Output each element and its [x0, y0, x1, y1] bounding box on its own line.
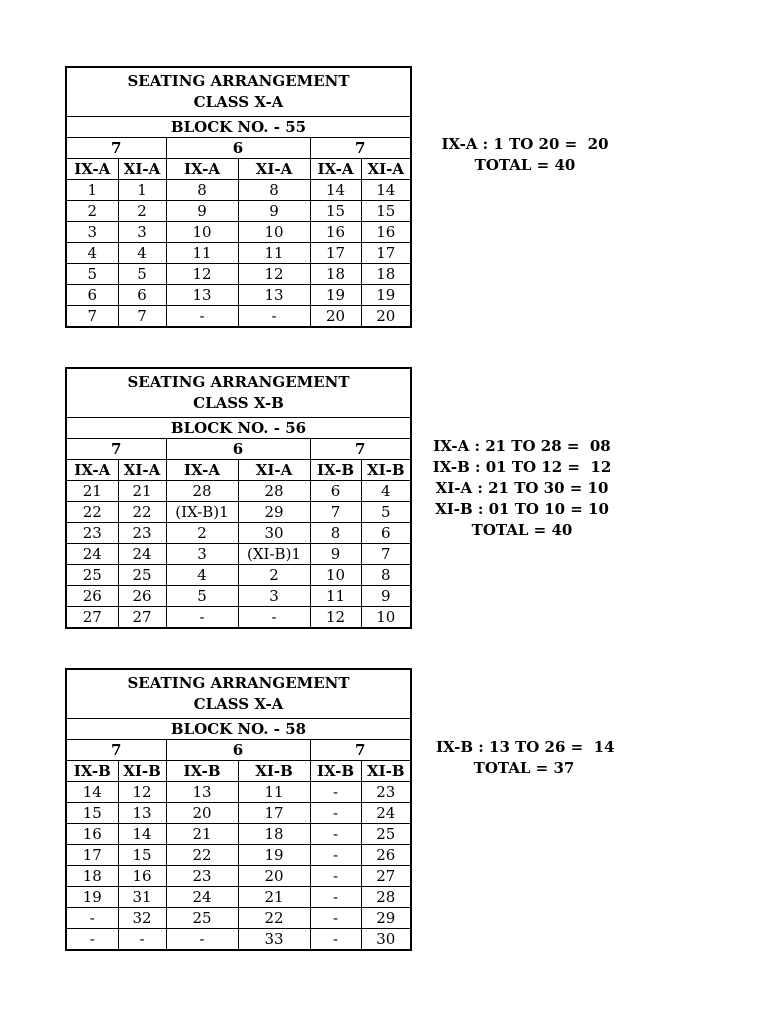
roll-number-cell: 20: [238, 866, 310, 887]
column-header: XI-B: [361, 761, 411, 782]
roll-number-cell: 29: [238, 502, 310, 523]
roll-number-cell: 33: [238, 929, 310, 951]
group-count: 6: [166, 138, 310, 159]
roll-number-cell: (XI-B)1: [238, 544, 310, 565]
roll-number-cell: 10: [238, 222, 310, 243]
summary-line: IX-A : 21 TO 28 = 08: [433, 437, 611, 455]
roll-number-cell: 16: [66, 824, 118, 845]
roll-number-cell: 14: [66, 782, 118, 803]
column-header: IX-B: [310, 761, 361, 782]
roll-number-cell: 24: [166, 887, 238, 908]
group-count: 7: [66, 138, 166, 159]
class-label: CLASS X-A: [193, 695, 284, 713]
roll-number-cell: -: [310, 782, 361, 803]
roll-number-cell: 7: [66, 306, 118, 328]
summary-line: XI-A : 21 TO 30 = 10: [435, 479, 609, 497]
summary-line: XI-B : 01 TO 10 = 10: [435, 500, 609, 518]
summary-line: IX-B : 01 TO 12 = 12: [432, 458, 612, 476]
roll-number-cell: 13: [118, 803, 166, 824]
roll-number-cell: 7: [361, 544, 411, 565]
roll-number-cell: -: [66, 929, 118, 951]
table-row: [66, 866, 411, 887]
column-header: XI-A: [238, 159, 310, 180]
roll-number-cell: 25: [118, 565, 166, 586]
table-row: [66, 803, 411, 824]
roll-number-cell: 2: [166, 523, 238, 544]
roll-number-cell: 11: [238, 243, 310, 264]
roll-number-cell: 6: [361, 523, 411, 544]
group-count-row: [66, 138, 411, 159]
roll-number-cell: -: [166, 306, 238, 328]
seating-table: [65, 367, 412, 629]
roll-number-cell: 7: [118, 306, 166, 328]
table-title-row: [66, 669, 411, 719]
roll-number-cell: 28: [361, 887, 411, 908]
roll-number-cell: 18: [310, 264, 361, 285]
roll-number-cell: 20: [310, 306, 361, 328]
roll-number-cell: -: [310, 908, 361, 929]
roll-number-cell: 8: [310, 523, 361, 544]
group-count: 6: [166, 740, 310, 761]
roll-number-cell: 12: [310, 607, 361, 629]
roll-number-cell: -: [166, 607, 238, 629]
roll-number-cell: 8: [361, 565, 411, 586]
title-heading: SEATING ARRANGEMENT: [127, 72, 350, 90]
group-count-row: [66, 439, 411, 460]
roll-number-cell: 20: [361, 306, 411, 328]
roll-number-cell: -: [310, 866, 361, 887]
table-title-row: [66, 67, 411, 117]
roll-number-cell: 12: [238, 264, 310, 285]
seating-table: [65, 668, 412, 951]
table-row: [66, 222, 411, 243]
roll-number-cell: 13: [166, 782, 238, 803]
roll-number-cell: 2: [238, 565, 310, 586]
table-row: [66, 824, 411, 845]
column-header: IX-A: [310, 159, 361, 180]
roll-number-cell: 26: [66, 586, 118, 607]
table-row: [66, 544, 411, 565]
table-title-row: [66, 368, 411, 418]
roll-number-cell: 21: [118, 481, 166, 502]
group-count: 6: [166, 439, 310, 460]
column-header-row: [66, 159, 411, 180]
table-title: [66, 67, 411, 117]
block-number: BLOCK NO. - 56: [66, 418, 411, 439]
roll-number-cell: 19: [66, 887, 118, 908]
table-row: [66, 285, 411, 306]
seating-block-56: [65, 367, 410, 629]
roll-number-cell: 31: [118, 887, 166, 908]
table-row: [66, 565, 411, 586]
roll-number-cell: 14: [310, 180, 361, 201]
roll-number-cell: -: [310, 845, 361, 866]
summary-line: IX-B : 13 TO 26 = 14: [436, 738, 615, 756]
column-header-row: [66, 460, 411, 481]
block-number-row: [66, 117, 411, 138]
roll-number-cell: 25: [361, 824, 411, 845]
table-row: [66, 929, 411, 951]
summary-line: TOTAL = 40: [471, 521, 573, 539]
summary-line: IX-A : 1 TO 20 = 20: [441, 135, 609, 153]
roll-number-cell: 2: [66, 201, 118, 222]
group-count: 7: [310, 439, 411, 460]
summary-line: TOTAL = 40: [474, 156, 576, 174]
roll-number-cell: 16: [118, 866, 166, 887]
roll-number-cell: 1: [66, 180, 118, 201]
roll-number-cell: -: [310, 887, 361, 908]
column-header: XI-A: [238, 460, 310, 481]
block-summary: [436, 737, 615, 779]
roll-number-cell: 10: [310, 565, 361, 586]
roll-number-cell: 6: [66, 285, 118, 306]
column-header-row: [66, 761, 411, 782]
roll-number-cell: -: [238, 607, 310, 629]
roll-number-cell: 11: [310, 586, 361, 607]
roll-number-cell: 11: [238, 782, 310, 803]
roll-number-cell: 16: [361, 222, 411, 243]
column-header: XI-B: [238, 761, 310, 782]
roll-number-cell: 26: [361, 845, 411, 866]
roll-number-cell: 23: [166, 866, 238, 887]
table-row: [66, 845, 411, 866]
roll-number-cell: 22: [66, 502, 118, 523]
roll-number-cell: 24: [66, 544, 118, 565]
block-summary: [432, 436, 612, 541]
roll-number-cell: 32: [118, 908, 166, 929]
roll-number-cell: 15: [310, 201, 361, 222]
block-number: BLOCK NO. - 55: [66, 117, 411, 138]
roll-number-cell: 22: [118, 502, 166, 523]
table-title: [66, 368, 411, 418]
class-label: CLASS X-A: [193, 93, 284, 111]
group-count: 7: [310, 138, 411, 159]
roll-number-cell: 9: [310, 544, 361, 565]
roll-number-cell: 18: [66, 866, 118, 887]
roll-number-cell: 18: [361, 264, 411, 285]
roll-number-cell: 9: [238, 201, 310, 222]
roll-number-cell: 11: [166, 243, 238, 264]
roll-number-cell: 5: [118, 264, 166, 285]
table-row: [66, 887, 411, 908]
class-label: CLASS X-B: [193, 394, 284, 412]
group-count: 7: [66, 740, 166, 761]
column-header: IX-B: [310, 460, 361, 481]
roll-number-cell: 5: [66, 264, 118, 285]
roll-number-cell: 27: [66, 607, 118, 629]
roll-number-cell: 26: [118, 586, 166, 607]
roll-number-cell: 2: [118, 201, 166, 222]
block-summary: [440, 134, 610, 176]
roll-number-cell: 14: [118, 824, 166, 845]
block-number-row: [66, 418, 411, 439]
table-row: [66, 201, 411, 222]
roll-number-cell: 17: [361, 243, 411, 264]
roll-number-cell: -: [310, 803, 361, 824]
roll-number-cell: 8: [166, 180, 238, 201]
roll-number-cell: 30: [361, 929, 411, 951]
table-row: [66, 502, 411, 523]
column-header: XI-B: [361, 460, 411, 481]
roll-number-cell: 4: [166, 565, 238, 586]
roll-number-cell: 13: [166, 285, 238, 306]
column-header: IX-A: [66, 460, 118, 481]
roll-number-cell: -: [238, 306, 310, 328]
roll-number-cell: 9: [361, 586, 411, 607]
roll-number-cell: 21: [66, 481, 118, 502]
roll-number-cell: -: [310, 824, 361, 845]
table-row: [66, 243, 411, 264]
roll-number-cell: 24: [361, 803, 411, 824]
roll-number-cell: -: [310, 929, 361, 951]
title-heading: SEATING ARRANGEMENT: [127, 674, 350, 692]
seating-block-55: [65, 66, 410, 328]
roll-number-cell: -: [166, 929, 238, 951]
roll-number-cell: 28: [238, 481, 310, 502]
column-header: IX-B: [166, 761, 238, 782]
roll-number-cell: 16: [310, 222, 361, 243]
group-count-row: [66, 740, 411, 761]
table-row: [66, 523, 411, 544]
roll-number-cell: 3: [238, 586, 310, 607]
roll-number-cell: 15: [118, 845, 166, 866]
roll-number-cell: (IX-B)1: [166, 502, 238, 523]
table-row: [66, 264, 411, 285]
roll-number-cell: 20: [166, 803, 238, 824]
roll-number-cell: 24: [118, 544, 166, 565]
roll-number-cell: 19: [310, 285, 361, 306]
roll-number-cell: -: [66, 908, 118, 929]
roll-number-cell: 27: [118, 607, 166, 629]
seating-table: [65, 66, 412, 328]
roll-number-cell: 14: [361, 180, 411, 201]
roll-number-cell: 3: [166, 544, 238, 565]
block-number-row: [66, 719, 411, 740]
table-row: [66, 782, 411, 803]
roll-number-cell: 29: [361, 908, 411, 929]
group-count: 7: [66, 439, 166, 460]
roll-number-cell: 4: [118, 243, 166, 264]
roll-number-cell: 22: [238, 908, 310, 929]
roll-number-cell: 3: [66, 222, 118, 243]
roll-number-cell: 1: [118, 180, 166, 201]
roll-number-cell: 30: [238, 523, 310, 544]
table-title: [66, 669, 411, 719]
roll-number-cell: 13: [238, 285, 310, 306]
roll-number-cell: 4: [361, 481, 411, 502]
roll-number-cell: 27: [361, 866, 411, 887]
roll-number-cell: 21: [238, 887, 310, 908]
roll-number-cell: 25: [166, 908, 238, 929]
roll-number-cell: 6: [310, 481, 361, 502]
roll-number-cell: 19: [238, 845, 310, 866]
roll-number-cell: 10: [361, 607, 411, 629]
roll-number-cell: 10: [166, 222, 238, 243]
roll-number-cell: 23: [361, 782, 411, 803]
roll-number-cell: 17: [238, 803, 310, 824]
roll-number-cell: 18: [238, 824, 310, 845]
roll-number-cell: 23: [118, 523, 166, 544]
roll-number-cell: 5: [166, 586, 238, 607]
column-header: XI-A: [361, 159, 411, 180]
group-count: 7: [310, 740, 411, 761]
block-number: BLOCK NO. - 58: [66, 719, 411, 740]
column-header: IX-B: [66, 761, 118, 782]
roll-number-cell: 15: [66, 803, 118, 824]
table-row: [66, 908, 411, 929]
column-header: XI-A: [118, 460, 166, 481]
table-row: [66, 481, 411, 502]
roll-number-cell: 8: [238, 180, 310, 201]
roll-number-cell: -: [118, 929, 166, 951]
roll-number-cell: 15: [361, 201, 411, 222]
summary-line: TOTAL = 37: [473, 759, 575, 777]
column-header: IX-A: [166, 460, 238, 481]
column-header: IX-A: [66, 159, 118, 180]
roll-number-cell: 4: [66, 243, 118, 264]
roll-number-cell: 7: [310, 502, 361, 523]
roll-number-cell: 6: [118, 285, 166, 306]
roll-number-cell: 5: [361, 502, 411, 523]
roll-number-cell: 17: [310, 243, 361, 264]
roll-number-cell: 19: [361, 285, 411, 306]
roll-number-cell: 22: [166, 845, 238, 866]
roll-number-cell: 25: [66, 565, 118, 586]
table-row: [66, 607, 411, 629]
title-heading: SEATING ARRANGEMENT: [127, 373, 350, 391]
roll-number-cell: 12: [118, 782, 166, 803]
table-row: [66, 586, 411, 607]
table-row: [66, 306, 411, 328]
column-header: XI-A: [118, 159, 166, 180]
seating-block-58: [65, 668, 410, 951]
roll-number-cell: 9: [166, 201, 238, 222]
column-header: XI-B: [118, 761, 166, 782]
roll-number-cell: 21: [166, 824, 238, 845]
roll-number-cell: 28: [166, 481, 238, 502]
roll-number-cell: 3: [118, 222, 166, 243]
table-row: [66, 180, 411, 201]
column-header: IX-A: [166, 159, 238, 180]
roll-number-cell: 17: [66, 845, 118, 866]
roll-number-cell: 23: [66, 523, 118, 544]
roll-number-cell: 12: [166, 264, 238, 285]
